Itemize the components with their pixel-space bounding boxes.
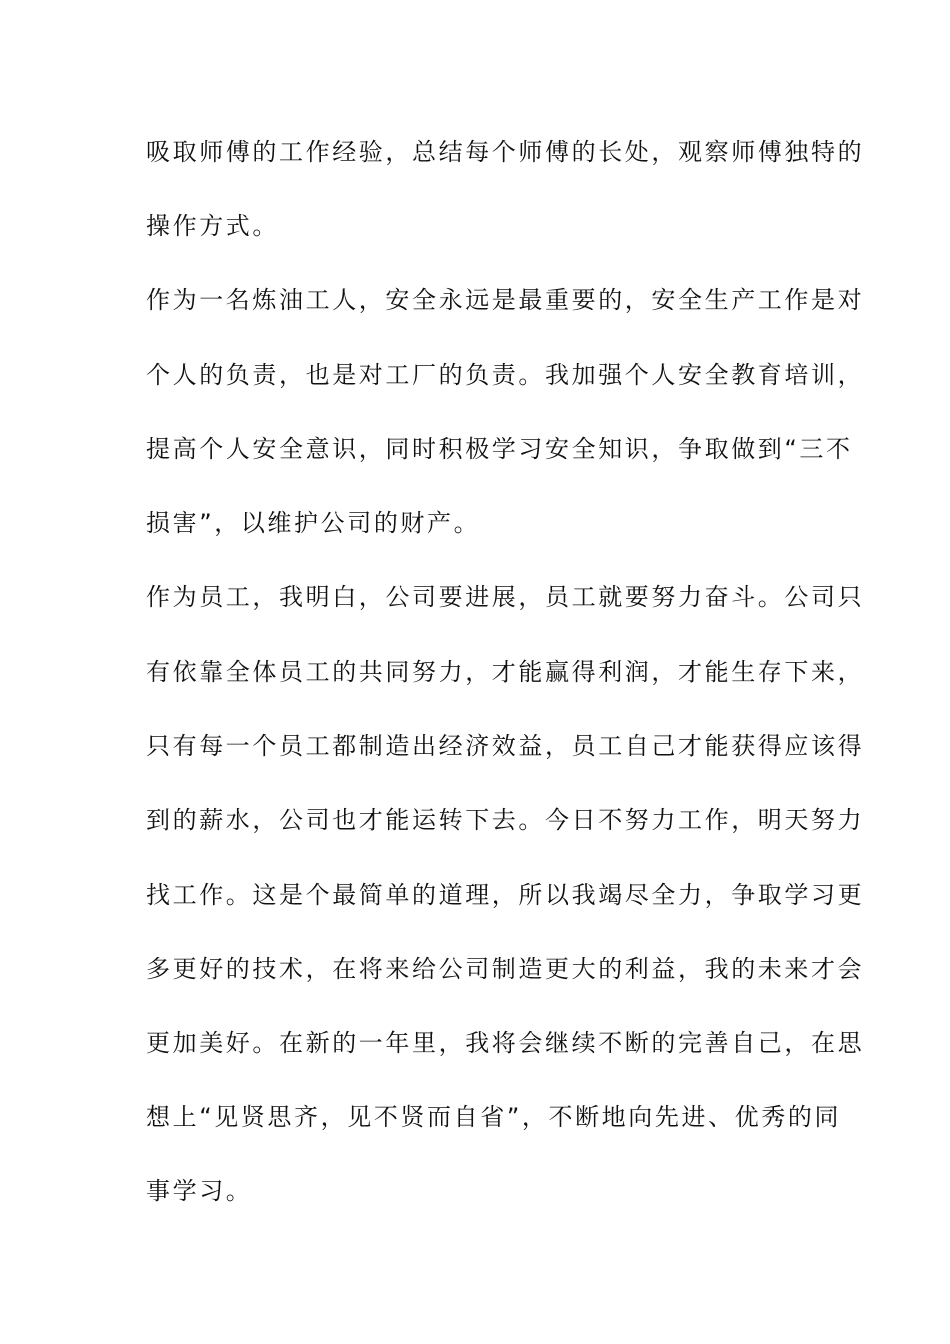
text-line: 只有每一个员工都制造出经济效益，员工自己才能获得应该得	[146, 732, 865, 760]
text-line: 想上“见贤思齐，见不贤而自省”，不断地向先进、优秀的同	[146, 1103, 842, 1131]
text-line: 操作方式。	[146, 212, 279, 240]
text-line: 作为员工，我明白，公司要进展，员工就要努力奋斗。公司只	[146, 583, 865, 611]
text-line: 多更好的技术，在将来给公司制造更大的利益，我的未来才会	[146, 955, 865, 983]
text-line: 作为一名炼油工人，安全永远是最重要的，安全生产工作是对	[146, 286, 865, 314]
text-line: 事学习。	[146, 1177, 253, 1205]
text-line: 有依靠全体员工的共同努力，才能赢得利润，才能生存下来，	[146, 658, 865, 686]
text-line: 提高个人安全意识，同时积极学习安全知识，争取做到“三不	[146, 435, 853, 463]
text-line: 吸取师傅的工作经验，总结每个师傅的长处，观察师傅独特的	[146, 138, 865, 166]
text-line: 找工作。这是个最简单的道理，所以我竭尽全力，争取学习更	[146, 881, 865, 909]
text-line: 损害”，以维护公司的财产。	[146, 509, 481, 537]
text-line: 更加美好。在新的一年里，我将会继续不断的完善自己，在思	[146, 1029, 865, 1057]
text-line: 到的薪水，公司也才能运转下去。今日不努力工作，明天努力	[146, 806, 865, 834]
text-line: 个人的负责，也是对工厂的负责。我加强个人安全教育培训，	[146, 361, 865, 389]
